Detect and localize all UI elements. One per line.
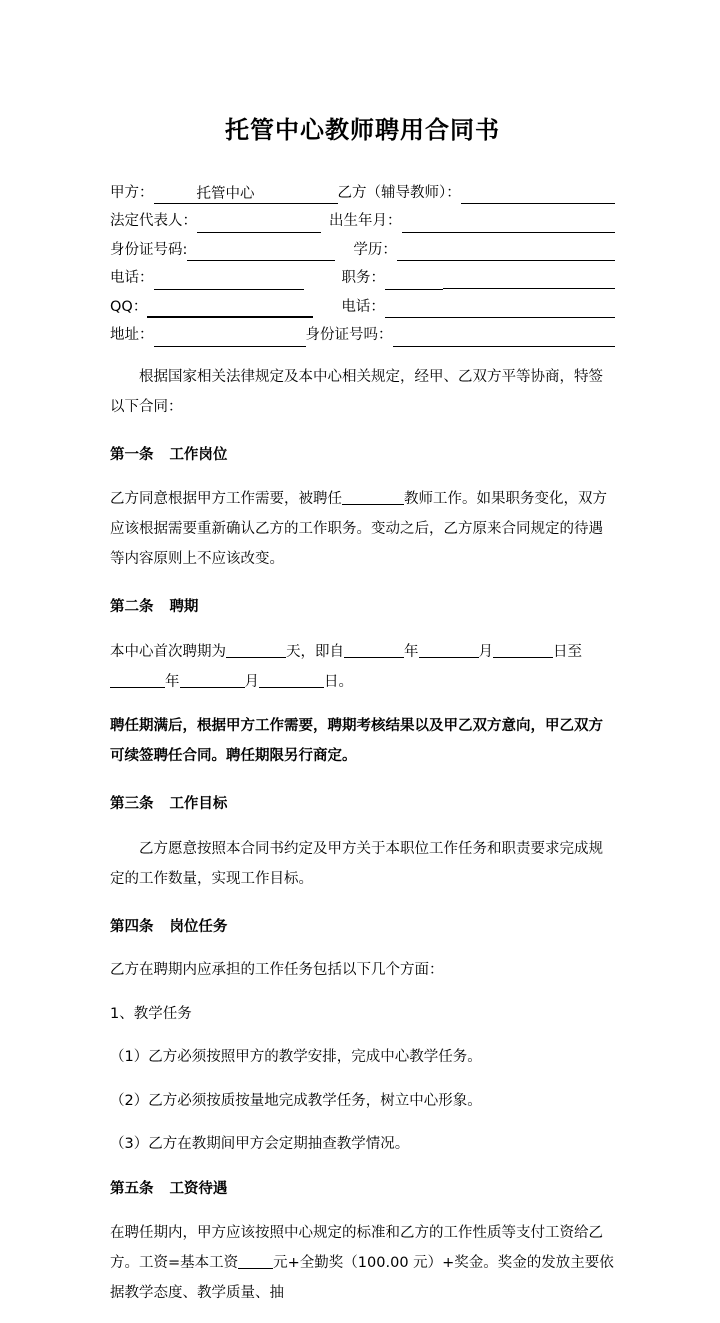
qq-label: QQ：	[110, 298, 148, 315]
clause-1-text-b: 教师工作。如果职务变化，双方应该根据需要重新确认乙方的工作职务。变动之后，乙方原来合同规定的待遇等内容原则上不应该改变。	[110, 491, 607, 568]
address-input-rule[interactable]	[154, 329, 306, 347]
term-text-2: 天，即自	[286, 643, 344, 660]
clause-heading-1	[110, 440, 615, 470]
term-text-7: 月	[244, 673, 259, 690]
page-title: 托管中心教师聘用合同书	[225, 116, 500, 144]
clause-title-4: 岗位任务	[169, 918, 228, 935]
form-row-qq-phone	[110, 293, 615, 322]
clause-title-5: 工资待遇	[169, 1180, 228, 1197]
legal-rep-label: 法定代表人：	[110, 213, 197, 230]
term-blank-start-day[interactable]	[493, 642, 553, 658]
position-rule-seg2[interactable]	[443, 271, 615, 289]
clause-title-3: 工作目标	[169, 796, 228, 813]
education-rule-tail[interactable]	[493, 243, 615, 261]
document-content	[110, 0, 615, 1323]
form-row-id-education	[110, 236, 615, 265]
clause-title-1: 工作岗位	[169, 446, 228, 463]
party-a-rule-left[interactable]	[154, 186, 196, 204]
party-b-label: 乙方（辅导教师）：	[337, 184, 461, 201]
address-label: 地址：	[110, 327, 154, 344]
position-label: 职务：	[341, 270, 385, 287]
clause-number-2: 第二条	[110, 599, 154, 616]
qq-input-rule[interactable]	[147, 299, 313, 318]
term-text-3: 年	[404, 643, 419, 660]
clause-heading-4	[110, 912, 615, 942]
form-row-address-id	[110, 321, 615, 350]
birth-date-label: 出生年月：	[329, 213, 402, 230]
clause-heading-3	[110, 789, 615, 819]
term-text-4: 月	[478, 643, 493, 660]
clause-body-2-renewal: 聘任期满后，根据甲方工作需要，聘期考核结果以及甲乙双方意向，甲乙双方可续签聘任合同。聘任期限另行商定。	[110, 718, 603, 765]
clause-body-1	[110, 484, 615, 574]
form-row-parties	[110, 179, 615, 208]
legal-rep-input-rule[interactable]	[197, 215, 321, 233]
clause-body-4: 乙方在聘期内应承担的工作任务包括以下几个方面：	[110, 962, 444, 979]
term-text-1: 本中心首次聘期为	[110, 643, 226, 660]
term-blank-end-year[interactable]	[110, 672, 165, 688]
birth-date-rule-month[interactable]	[482, 215, 520, 233]
clause-number-5: 第五条	[110, 1180, 154, 1197]
term-blank-end-day[interactable]	[259, 672, 324, 688]
id-number-label: 身份证号码:	[110, 241, 188, 258]
phone-a-label: 电话：	[110, 270, 154, 287]
party-information-form	[110, 179, 615, 350]
term-blank-start-month[interactable]	[419, 642, 479, 658]
clause-body-2-term	[110, 637, 615, 697]
term-text-6: 年	[165, 673, 180, 690]
clause-5-text-a: 在聘任期内，甲方应该按照中心规定的标准和乙方的工作性质等支付工资给乙方。工资=基本工资	[110, 1225, 603, 1272]
birth-date-rule-year[interactable]	[402, 215, 454, 233]
clause-body-5	[110, 1218, 615, 1308]
education-rule-seg1[interactable]	[397, 243, 425, 261]
education-rule-seg2[interactable]	[437, 243, 493, 261]
education-label: 学历：	[353, 241, 397, 258]
position-rule-seg1[interactable]	[385, 272, 443, 290]
clause-body-3: 乙方愿意按照本合同书约定及甲方关于本职位工作任务和职责要求完成规定的工作数量，实现工作目标。	[110, 840, 603, 887]
term-text-5: 日至	[553, 643, 582, 660]
clause-number-1: 第一条	[110, 446, 154, 463]
term-blank-start-year[interactable]	[344, 642, 404, 658]
education-rule-gap[interactable]	[425, 243, 437, 261]
clause-heading-2	[110, 592, 615, 622]
term-blank-days[interactable]	[226, 642, 286, 658]
intro-paragraph: 根据国家相关法律规定及本中心相关规定，经甲、乙双方平等协商，特签以下合同：	[110, 368, 603, 415]
party-a-label: 甲方：	[110, 184, 154, 201]
clause-1-text-a: 乙方同意根据甲方工作需要，被聘任	[110, 491, 342, 508]
clause-1-blank-position[interactable]	[342, 489, 404, 505]
clause-heading-5	[110, 1174, 615, 1204]
party-b-input-rule[interactable]	[461, 186, 615, 204]
term-blank-end-month[interactable]	[180, 672, 245, 688]
birth-date-rule-tail[interactable]	[520, 215, 616, 233]
phone-b-input-rule[interactable]	[385, 300, 615, 318]
party-a-rule-right[interactable]	[256, 186, 338, 204]
clause-5-blank-base-salary[interactable]	[238, 1253, 273, 1269]
clause-title-2: 聘期	[169, 599, 199, 616]
id-number-b-input-rule[interactable]	[393, 329, 616, 347]
phone-b-label: 电话：	[341, 298, 385, 315]
clause-number-4: 第四条	[110, 918, 154, 935]
clause-5-text-b: 元+全勤奖（100.00 元）+奖金。奖金的发放主要依据教学态度、教学质量、抽	[110, 1255, 614, 1302]
clause-4-item-2: （2）乙方必须按质按量地完成教学任务，树立中心形象。	[110, 1092, 482, 1109]
form-row-phone-position	[110, 264, 615, 293]
id-number-b-label: 身份证号吗：	[305, 327, 393, 344]
form-row-legal-rep-birth	[110, 207, 615, 236]
clause-4-item-1: （1）乙方必须按照甲方的教学安排，完成中心教学任务。	[110, 1049, 482, 1066]
clause-4-item-0: 1、教学任务	[110, 1005, 192, 1022]
id-number-input-rule[interactable]	[187, 243, 335, 261]
birth-date-rule-gap1[interactable]	[454, 215, 482, 233]
clause-number-3: 第三条	[110, 796, 154, 813]
phone-a-input-rule[interactable]	[154, 272, 304, 290]
term-text-8: 日。	[324, 673, 353, 690]
party-a-value[interactable]: 托管中心	[196, 186, 255, 203]
clause-4-item-3: （3）乙方在教期间甲方会定期抽查教学情况。	[110, 1136, 410, 1153]
